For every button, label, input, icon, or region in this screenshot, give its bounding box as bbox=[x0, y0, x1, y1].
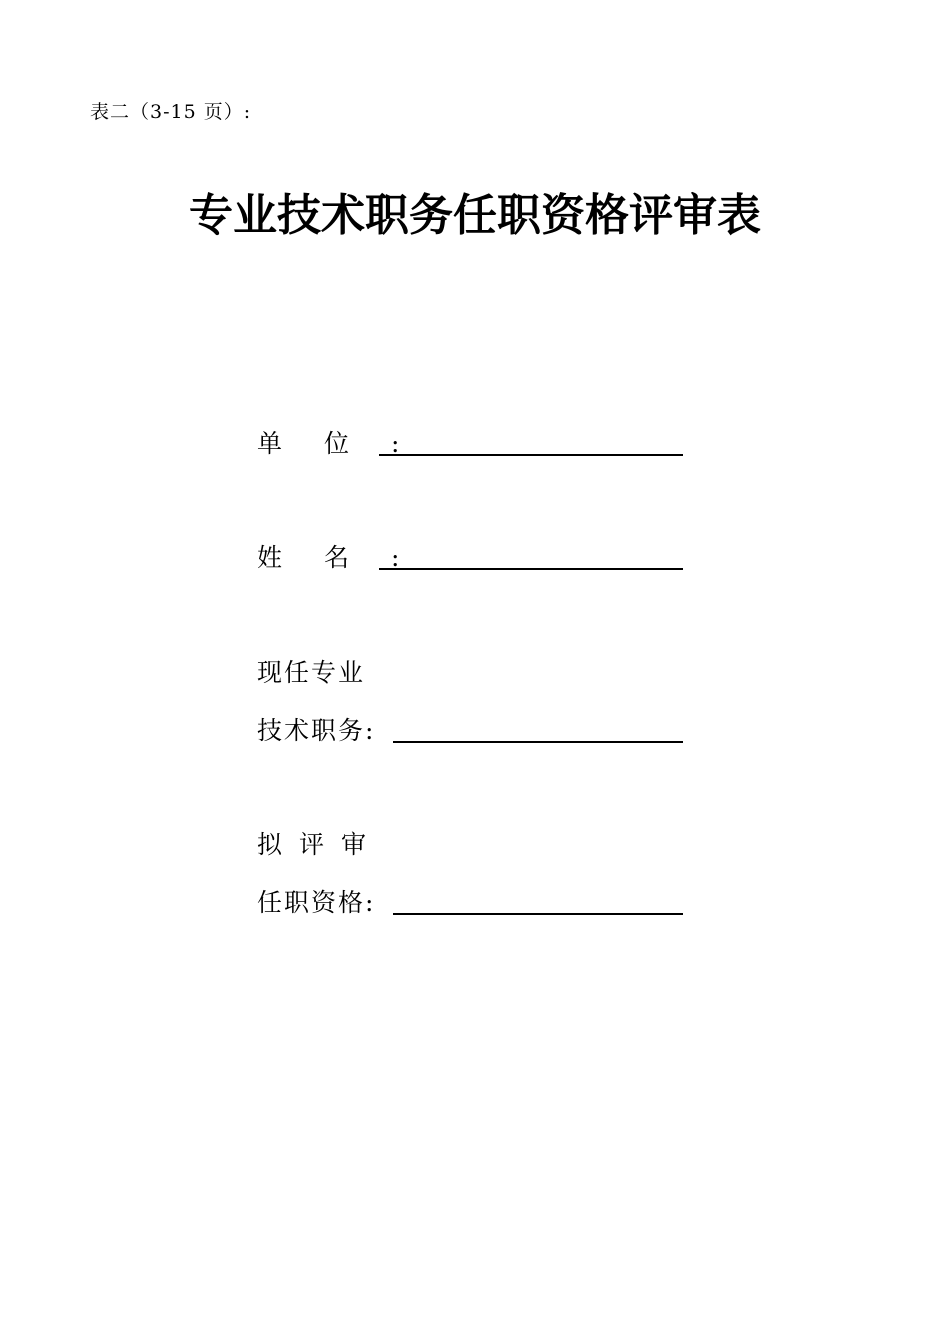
proposed-title-field[interactable] bbox=[393, 913, 683, 915]
proposed-title-label-line1: 拟评审 bbox=[257, 830, 384, 859]
document-title: 专业技术职务任职资格评审表 bbox=[189, 190, 761, 241]
name-field[interactable] bbox=[379, 568, 683, 570]
proposed-title-label-line2: 任职资格: bbox=[257, 888, 376, 917]
unit-field[interactable] bbox=[379, 454, 683, 456]
current-title-label-line2: 技术职务: bbox=[257, 716, 376, 745]
page-note: 表二（3-15 页）: bbox=[90, 101, 252, 123]
current-title-field[interactable] bbox=[393, 741, 683, 743]
current-title-label-line1: 现任专业 bbox=[257, 658, 366, 687]
name-label-text: 姓名: bbox=[257, 543, 442, 572]
unit-label-text: 单位: bbox=[257, 429, 442, 458]
